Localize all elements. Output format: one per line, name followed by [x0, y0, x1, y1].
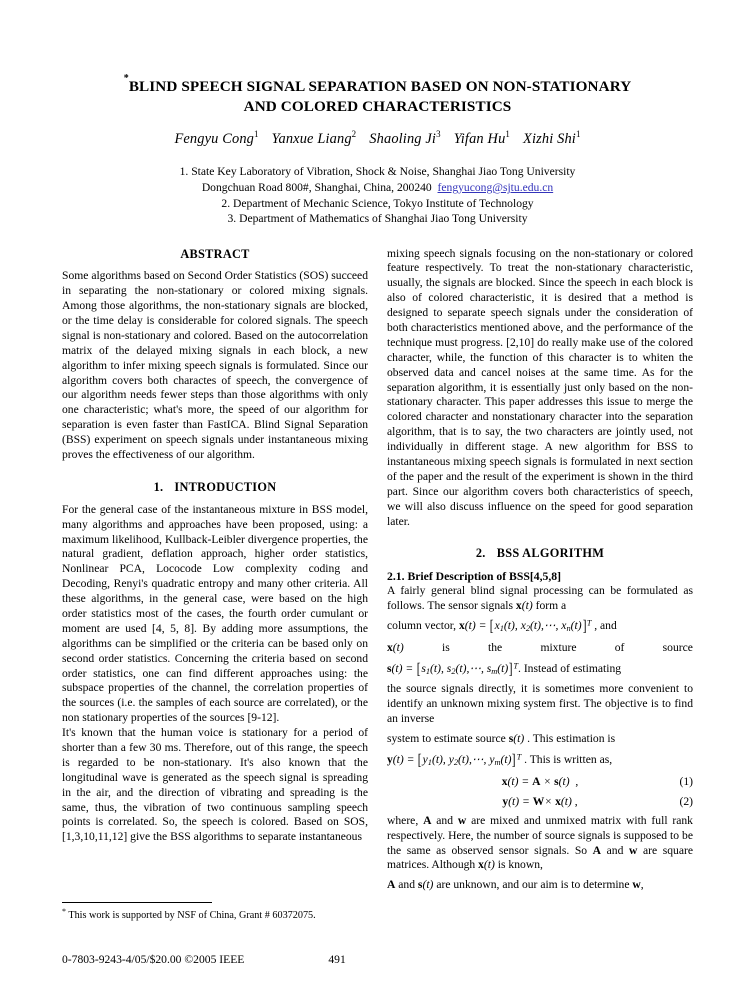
bss-text-g: . This is written as, — [521, 752, 613, 766]
author-5-name: Xizhi Shi — [523, 131, 576, 148]
introduction-number: 1. — [153, 479, 164, 494]
author-4-affil-marker: 1 — [505, 129, 511, 140]
title-line-2: AND COLORED CHARACTERISTICS — [243, 98, 512, 116]
equation-1-expression: x(t) = A × s(t) — [501, 775, 570, 789]
math-column-vector-definition — [387, 617, 693, 636]
title-block — [62, 72, 693, 227]
equation-1-comma: , — [575, 775, 579, 789]
bss-text-b2: , and — [591, 619, 617, 633]
bss-text-i2: are unknown, and our aim is to determine — [433, 878, 633, 892]
left-column — [62, 247, 368, 947]
math-x-of-t-inline-1: x(t) — [515, 599, 533, 613]
bss-algorithm-heading — [387, 546, 693, 562]
equation-2-comma: , — [574, 795, 578, 809]
footer-page-number: 491 — [328, 953, 346, 966]
footnote-block — [62, 902, 374, 922]
affiliation-3: 3. Department of Mathematics of Shanghai Jiao Tong University — [227, 212, 528, 226]
bss-text-h3: are mixed and unmixed matrix with full rank respectively. Here, the number of source signals is supposed to be the same as observed sensor signals. So — [387, 813, 693, 857]
author-1-name: Fengyu Cong — [174, 131, 255, 148]
math-s-of-t-inline-2: s(t) — [417, 878, 434, 892]
bss-subsection-heading: 2.1. Brief Description of BSS[4,5,8] — [387, 570, 561, 584]
footnote-content — [62, 907, 374, 922]
math-s-vector-expansion: s(t) = [s1(t), s2(t),⋯, sm(t)]$^T$ — [387, 661, 519, 679]
title-line-1: BLIND SPEECH SIGNAL SEPARATION BASED ON NON-STATIONARY — [128, 78, 632, 95]
bss-section-number: 2. — [475, 546, 486, 561]
bss-text-h4: and — [601, 843, 629, 857]
author-3 — [369, 131, 440, 147]
math-y-vector-definition — [387, 751, 693, 770]
page-title — [62, 72, 693, 117]
author-2-name: Yanxue Liang — [271, 131, 352, 148]
equation-2-expression: y(t) = W× x(t) — [502, 795, 572, 809]
right-column — [387, 247, 693, 947]
mixture-word-1: is — [442, 641, 450, 655]
author-1 — [174, 131, 258, 147]
bss-text-h2: and — [431, 813, 458, 827]
footer-copyright: 0-7803-9243-4/05/$20.00 ©2005 IEEE — [62, 953, 245, 966]
title-footnote-star: * — [123, 73, 129, 84]
bss-unknown-line — [387, 876, 693, 894]
introduction-heading — [62, 480, 368, 496]
mixture-word-4: of — [614, 641, 625, 655]
bss-heading-label: BSS ALGORITHM — [496, 546, 605, 561]
author-2-affil-marker: 2 — [351, 129, 357, 140]
mixture-word-5: source — [662, 641, 693, 655]
bss-intro-text — [387, 584, 693, 614]
math-mixture-line — [387, 639, 693, 657]
bss-text-a: A fairly general blind signal processing can be formulated as follows. The sensor signals — [387, 584, 693, 613]
abstract-body: Some algorithms based on Second Order Statistics (SOS) succeed in separating the non-stationary or colored mixing signals. Among those algorithms, the non-stationary signals are blocked, or the time delay is considerable for colored signals. The speech signal is non-stationary and colored. Based on the autocorrelation matrix of the delayed mixing signals in each block, a new algorithm to infer mixing speech signals is formulated. Since our algorithm covers both charactes of speech, the convergence of our algorithm needs fewer steps than those algorithms with only one characteristic; what's more, the speed of our algorithm for separation is even faster than FastICA. Blind Signal Separation (BSS) experiment on speech signals under instantaneous mixing proves the effectiveness of our algorithm. — [62, 269, 368, 462]
math-matrix-W-1: w — [457, 813, 467, 827]
author-1-affil-marker: 1 — [254, 129, 259, 140]
affiliation-block — [62, 164, 693, 226]
bss-text-f2: . This estimation is — [524, 731, 616, 745]
affiliation-address-text: Dongchuan Road 800#, Shanghai, China, 200240 — [201, 180, 432, 194]
equation-2-number: (2) — [679, 795, 693, 809]
mixture-word-3: mixture — [540, 641, 577, 655]
equation-1-row — [387, 773, 693, 790]
math-x-of-t-inline-3: x(t) — [478, 858, 495, 872]
math-x-of-t-inline-2: x(t) — [387, 641, 404, 655]
bss-inverse-text: the source signals directly, it is sometimes more convenient to identify an unknown mixing system first. The objective is to find an inverse — [387, 682, 693, 726]
author-2 — [272, 131, 357, 147]
bss-text-d: . Instead of estimating — [518, 662, 622, 676]
author-3-name: Shaoling Ji — [369, 131, 437, 148]
page-footer — [62, 953, 693, 966]
bss-text-i1: and — [395, 878, 418, 892]
math-s-of-t-inline: s(t) — [508, 731, 525, 745]
footnote-body: This work is supported by NSF of China, Grant # 60372075. — [66, 909, 316, 921]
introduction-paragraph-2: It's known that the human voice is stationary for a period of shorter than a few 30 ms. Therefore, out of this range, the speech is regarded to be non-stationary. It's also known that the longitudinal wave is generated as the speech signal is spreading in the air, and the direction of vibrating and spreading is the same, thus, the vibration of two continuous sampling speech points is correlated. So, the speech is colored. Based on SOS, [1,3,10,11,12] give the BSS algorithms to separate instantaneous — [62, 726, 368, 844]
math-matrix-A-3: A — [387, 878, 396, 892]
abstract-heading: ABSTRACT — [180, 246, 250, 261]
author-5 — [523, 131, 581, 147]
affiliation-address — [62, 180, 693, 196]
math-x-vector-expansion: x(t) = [x1(t), x2(t),⋯, xn(t)]$^T$ — [458, 618, 592, 636]
introduction-paragraph-3: mixing speech signals focusing on the non-stationary or colored feature respectively. To treat the non-stationary characteristic, usually, the signals are blocked. Since the speech in each block is also of colored characteristic, it is desired that a method is designed to separate speech signals under the consideration of both characteristics mentioned above, and the performance of the technique must progress. [2,10] do really make use of the colored character, while, the function of this character is to whiten the observed data and cancel noises at the same time. As for the separation algorithm, it is essentially just only based on the non-stationary character. This paper addresses this issue to merge the colored character and nonstationary character into the separation algorithm, that is to say, the two characters are jointly used, not individually in different stage. A new algorithm for BSS to instantaneous mixing speech signals is formulated in next section of the paper and the result of the experiment is shown in the third part. Since our algorithm covers both characteristics of speech, we will also discuss influence on the speed for good separation later. — [387, 246, 693, 528]
author-3-affil-marker: 3 — [436, 129, 441, 140]
bss-matrix-explanation — [387, 814, 693, 874]
bss-text-f: system to estimate source — [387, 731, 509, 745]
math-matrix-W-3: w — [632, 878, 641, 892]
bss-text-h5: are square matrices. Although — [387, 843, 693, 872]
math-estimate-source-line — [387, 730, 693, 748]
math-matrix-A-2: A — [592, 843, 602, 857]
affiliation-2: 2. Department of Mechanic Science, Tokyo Institute of Technology — [221, 196, 534, 210]
author-4 — [454, 131, 510, 147]
math-matrix-W-2: w — [629, 843, 638, 857]
author-4-name: Yifan Hu — [453, 131, 506, 148]
author-5-affil-marker: 1 — [575, 129, 581, 140]
math-y-vector-expansion: y(t) = [y1(t), y2(t),⋯, ym(t)]$^T$ — [387, 752, 522, 770]
introduction-paragraph-1: For the general case of the instantaneous mixture in BSS model, many algorithms and approaches have been proposed, using: a maximum likelihood, Kullback-Leibler divergence properties, the natural gradient, deflation approach, higher order statistics, Nonlinear PCA, Lococode Low complexity coding and Decoding, Renyi's quadratic entropy and many other criteria. All these algorithms, in the general case, were based on the high order statistics most of the cases, the fourth order cumulant or moment are used [4, 5, 8]. By adding more assumptions, the algorithms can be simplified or the criteria can be based only on second order statistics. Concerning the criteria based on second order statistics, one can find different approaches using: the subspace properties of the channel, the correlation properties of the sources (i.e. the samples of each source are correlated), or the non stationary properties of the sources [9-12]. — [62, 502, 368, 725]
bss-text-a2: form a — [532, 599, 567, 613]
bss-text-h6: is known, — [494, 858, 543, 872]
math-source-vector-definition — [387, 660, 693, 679]
equation-1-number: (1) — [679, 775, 693, 789]
introduction-heading-label: INTRODUCTION — [174, 479, 277, 494]
author-email-link[interactable]: fengyucong@sjtu.edu.cn — [437, 180, 554, 194]
two-column-body — [62, 247, 693, 947]
mixture-word-2: the — [488, 641, 503, 655]
author-list — [62, 131, 693, 148]
equation-2-row — [387, 793, 693, 810]
math-matrix-A-1: A — [423, 813, 432, 827]
affiliation-1: 1. State Key Laboratory of Vibration, Shock & Noise, Shanghai Jiao Tong University — [179, 165, 576, 179]
bss-text-i3: , — [640, 878, 644, 892]
bss-text-h: where, — [387, 813, 424, 827]
footnote-star: * — [62, 906, 66, 916]
footnote-divider — [62, 902, 212, 903]
bss-text-b: column vector, — [387, 619, 459, 633]
